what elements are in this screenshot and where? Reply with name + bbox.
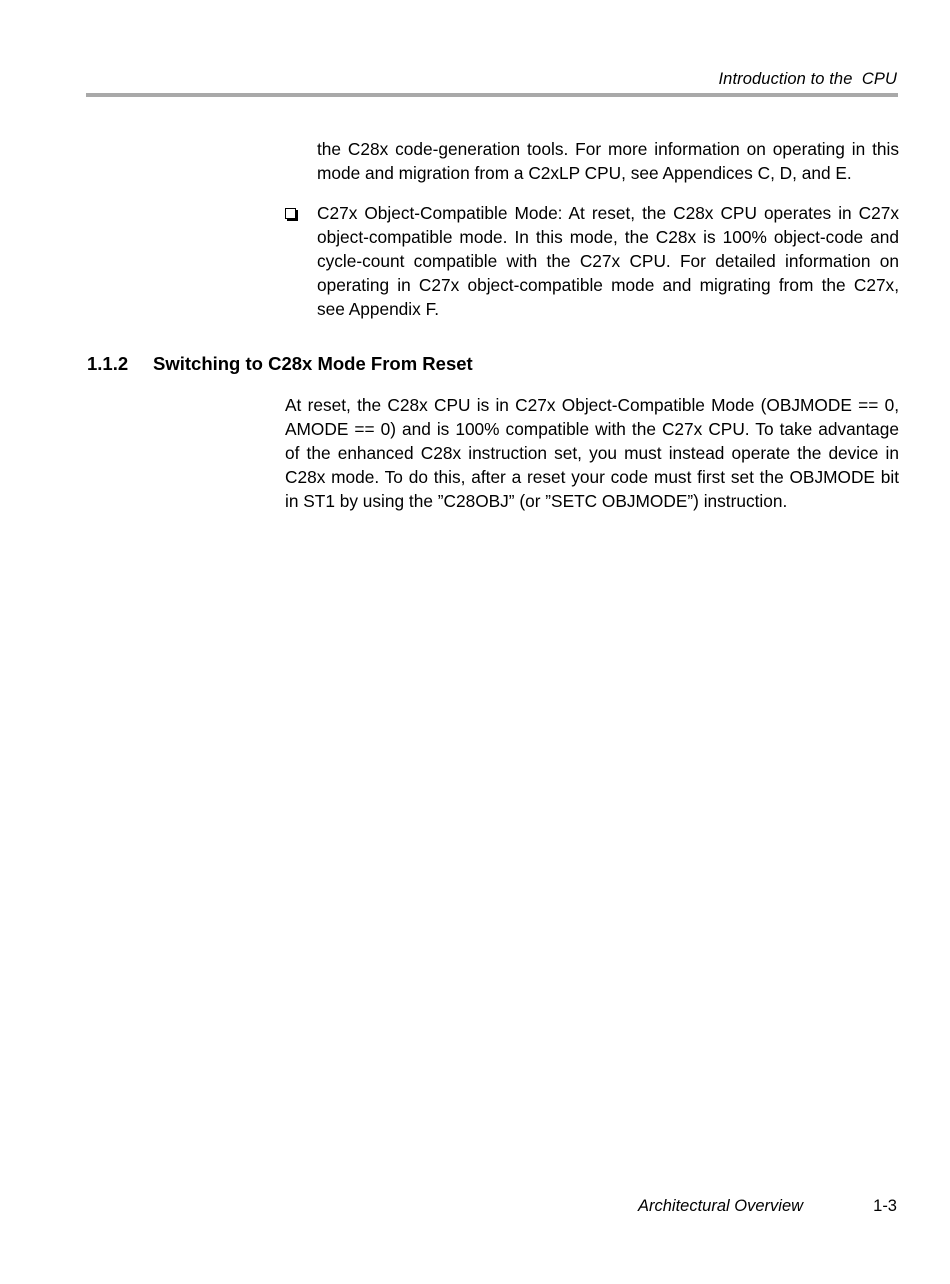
checkbox-bullet-icon xyxy=(285,208,296,219)
section-body-paragraph: At reset, the C28x CPU is in C27x Object-Compatible Mode (OBJMODE == 0, AMODE == 0) and is 100% compatible with the C27x CPU. To take advantage of the enhanced C28x instruction set, you must instead operate the device in C28x mode. To do this, after a reset your code must first set the OBJMODE bit in ST1 by using the ”C28OBJ” (or ”SETC OBJMODE”) instruction. xyxy=(285,395,899,511)
header-divider xyxy=(86,93,898,97)
section-heading xyxy=(87,353,473,375)
section-title: Switching to C28x Mode From Reset xyxy=(153,353,473,374)
page-number: 1-3 xyxy=(873,1197,897,1215)
bullet-c27x-mode-paragraph: C27x Object-Compatible Mode: At reset, the C28x CPU operates in C27x object-compatible mode. In this mode, the C28x is 100% object-code and cycle-count compatible with the C27x CPU. For detailed information on operating in C27x object-compatible mode and migrating from the C27x, see Appendix F. xyxy=(317,203,899,319)
section-number: 1.1.2 xyxy=(87,353,129,374)
bullet-continuation-paragraph: the C28x code-generation tools. For more information on operating in this mode and migration from a C2xLP CPU, see Appendices C, D, and E. xyxy=(317,139,899,183)
running-footer-title: Architectural Overview xyxy=(638,1197,804,1215)
running-header-title: Introduction to the CPU xyxy=(718,70,897,88)
